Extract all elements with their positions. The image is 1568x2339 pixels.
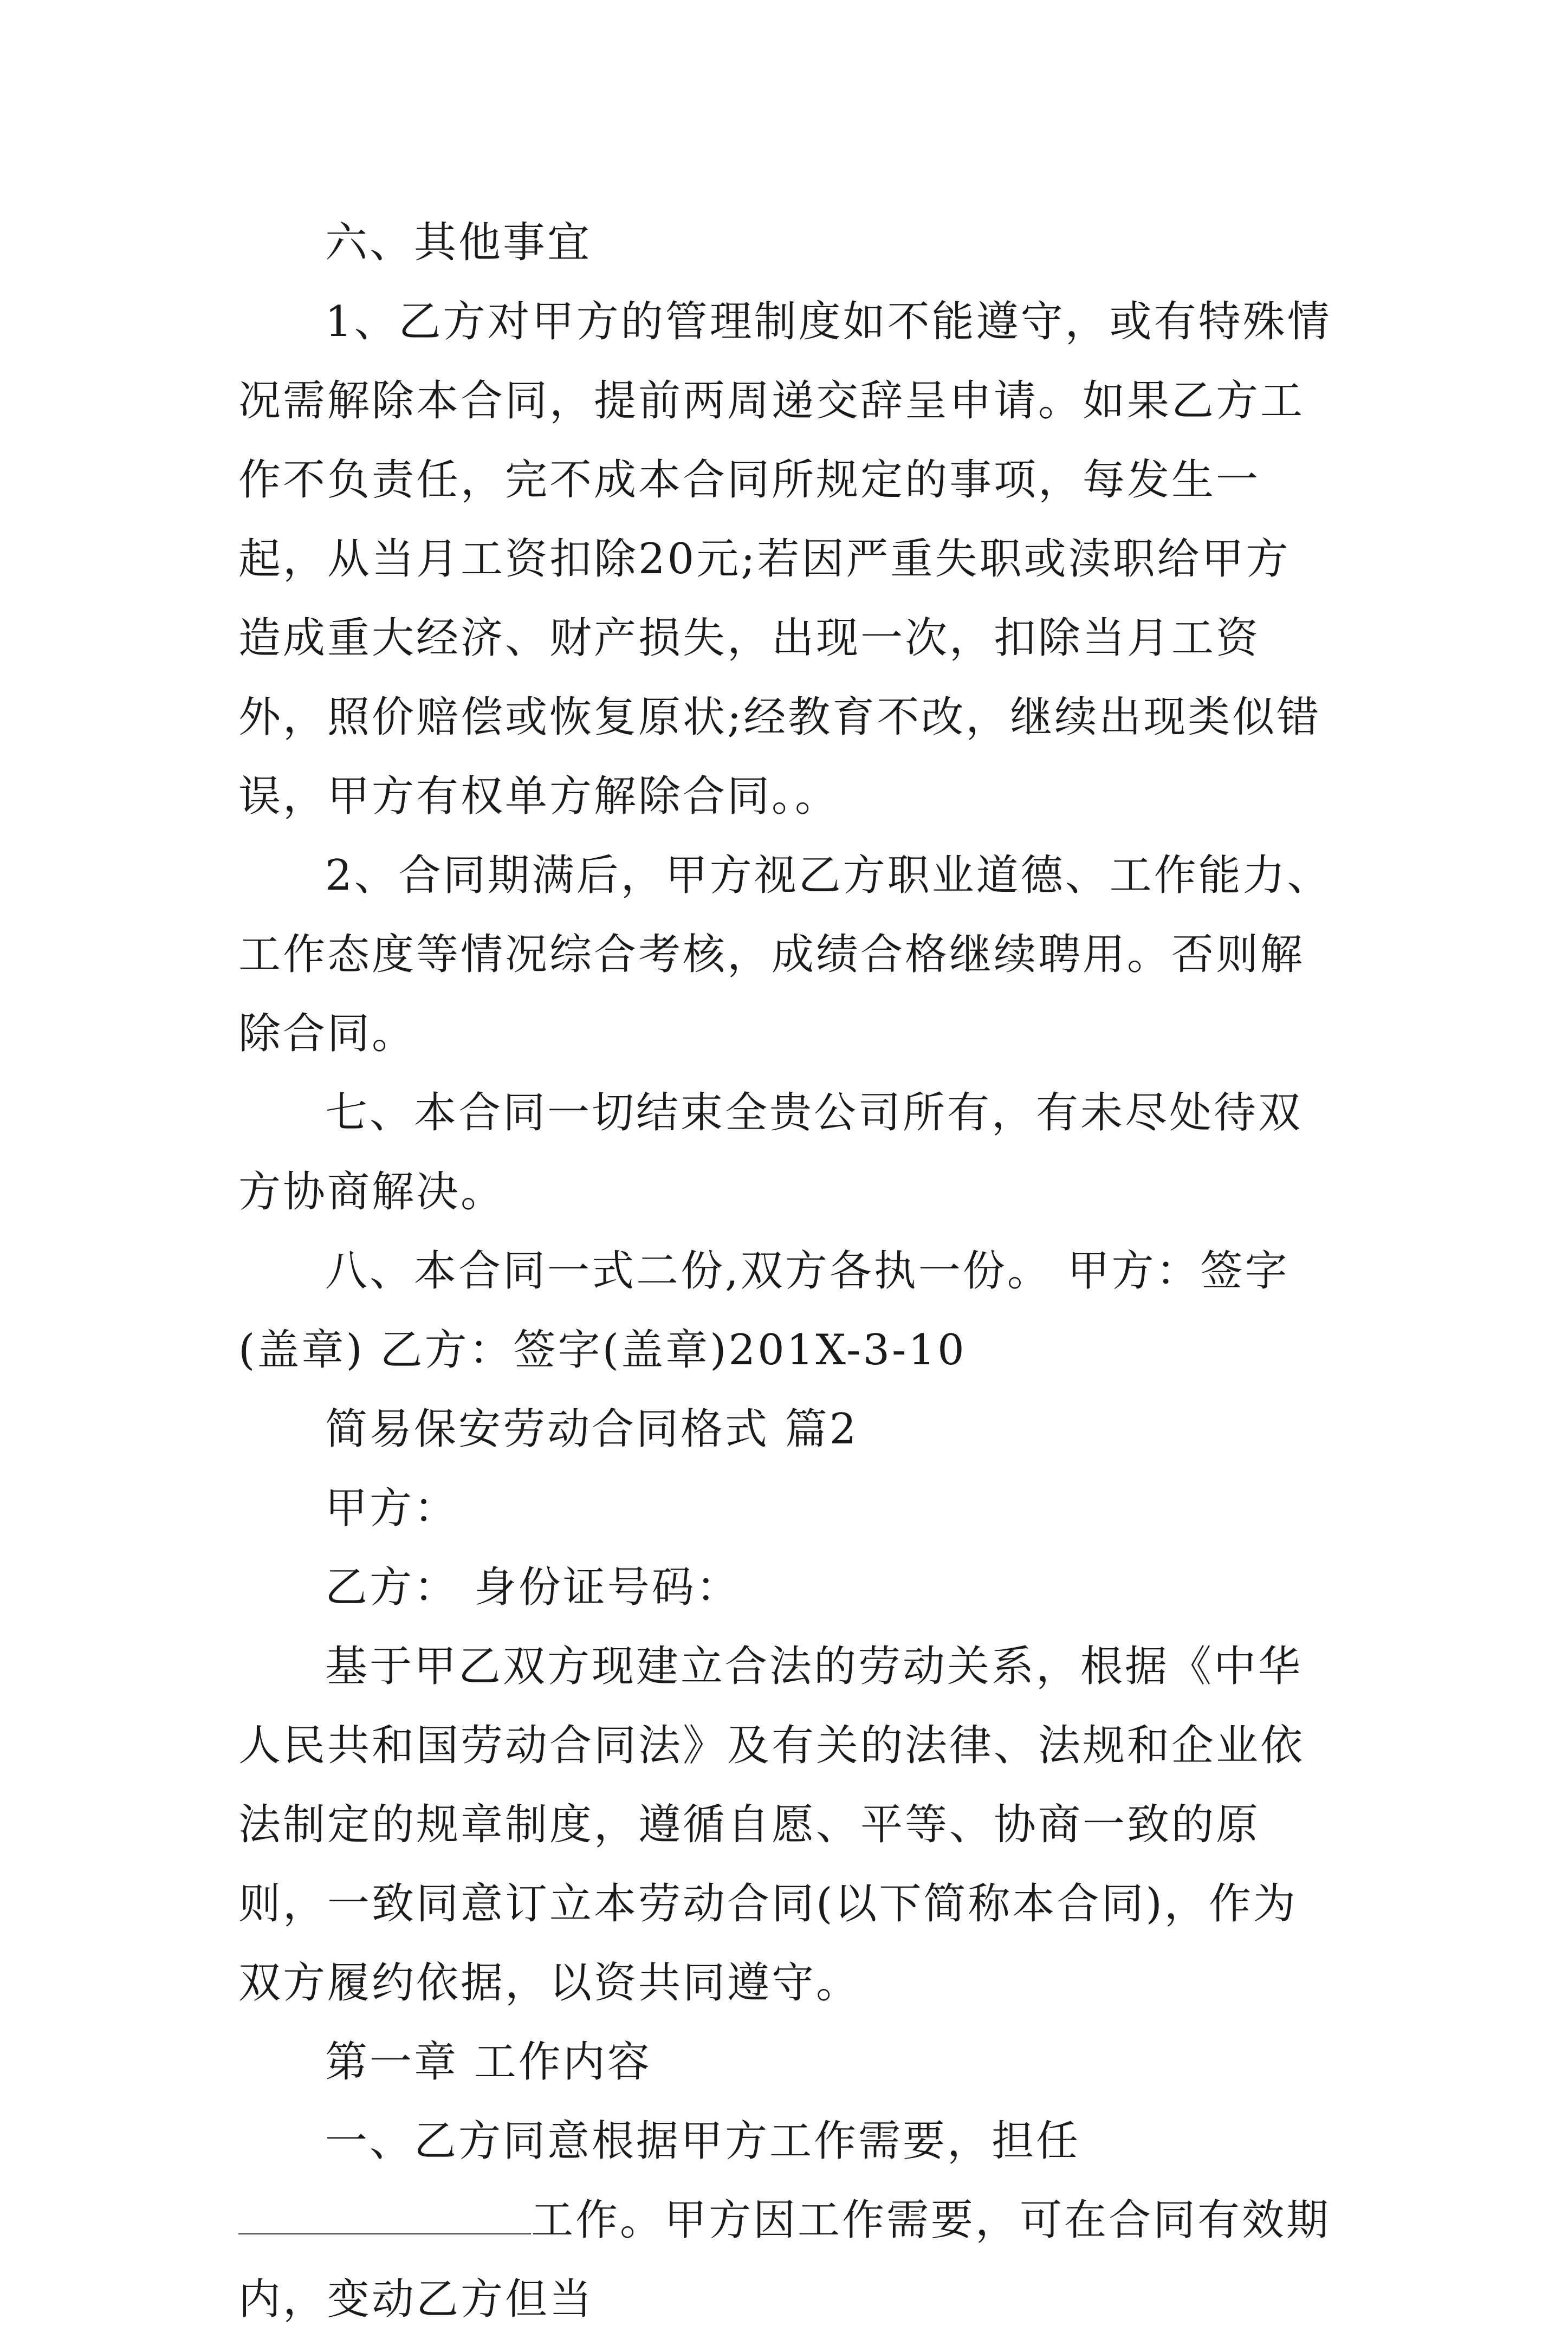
- chapter-one-heading: 第一章 工作内容: [325, 2038, 652, 2087]
- contract-title-part-2: 简易保安劳动合同格式 篇2: [325, 1405, 859, 1454]
- work-content-text-after: 工作。甲方因工作需要，可在合同有效期内，变动乙方但当: [238, 2196, 1331, 2324]
- document-body: [238, 203, 1333, 2339]
- section-heading-other-matters: 六、其他事宜: [325, 218, 592, 267]
- position-blank-line: [238, 2195, 531, 2234]
- section-eight-paragraph: 八、本合同一式二份,双方各执一份。 甲方：签字(盖章) 乙方：签字(盖章)201X-3-10: [238, 1247, 1290, 1375]
- party-b-id-label: 乙方： 身份证号码：: [325, 1563, 741, 1612]
- work-content-text-before: 一、乙方同意根据甲方工作需要，担任: [325, 2117, 1081, 2166]
- party-a-label: 甲方：: [325, 1484, 459, 1533]
- preamble-paragraph: 基于甲乙双方现建立合法的劳动关系，根据《中华人民共和国劳动合同法》及有关的法律、法规和企业依法制定的规章制度，遵循自愿、平等、协商一致的原则，一致同意订立本劳动合同(以下简称本合同)，作为双方履约依据，以资共同遵守。: [238, 1642, 1305, 2007]
- section-seven-paragraph: 七、本合同一切结束全贵公司所有，有未尽处待双方协商解决。: [238, 1088, 1303, 1216]
- clause-1-paragraph: 1、乙方对甲方的管理制度如不能遵守，或有特殊情况需解除本合同，提前两周递交辞呈申请。如果乙方工作不负责任，完不成本合同所规定的事项，每发生一起，从当月工资扣除20元;若因严重失职或渎职给甲方造成重大经济、财产损失，出现一次，扣除当月工资外，照价赔偿或恢复原状;经教育不改，继续出现类似错误，甲方有权单方解除合同。。: [238, 297, 1332, 821]
- work-content-paragraph: [238, 2102, 1333, 2339]
- clause-2-paragraph: 2、合同期满后，甲方视乙方职业道德、工作能力、工作态度等情况综合考核，成绩合格继续聘用。否则解除合同。: [238, 851, 1332, 1058]
